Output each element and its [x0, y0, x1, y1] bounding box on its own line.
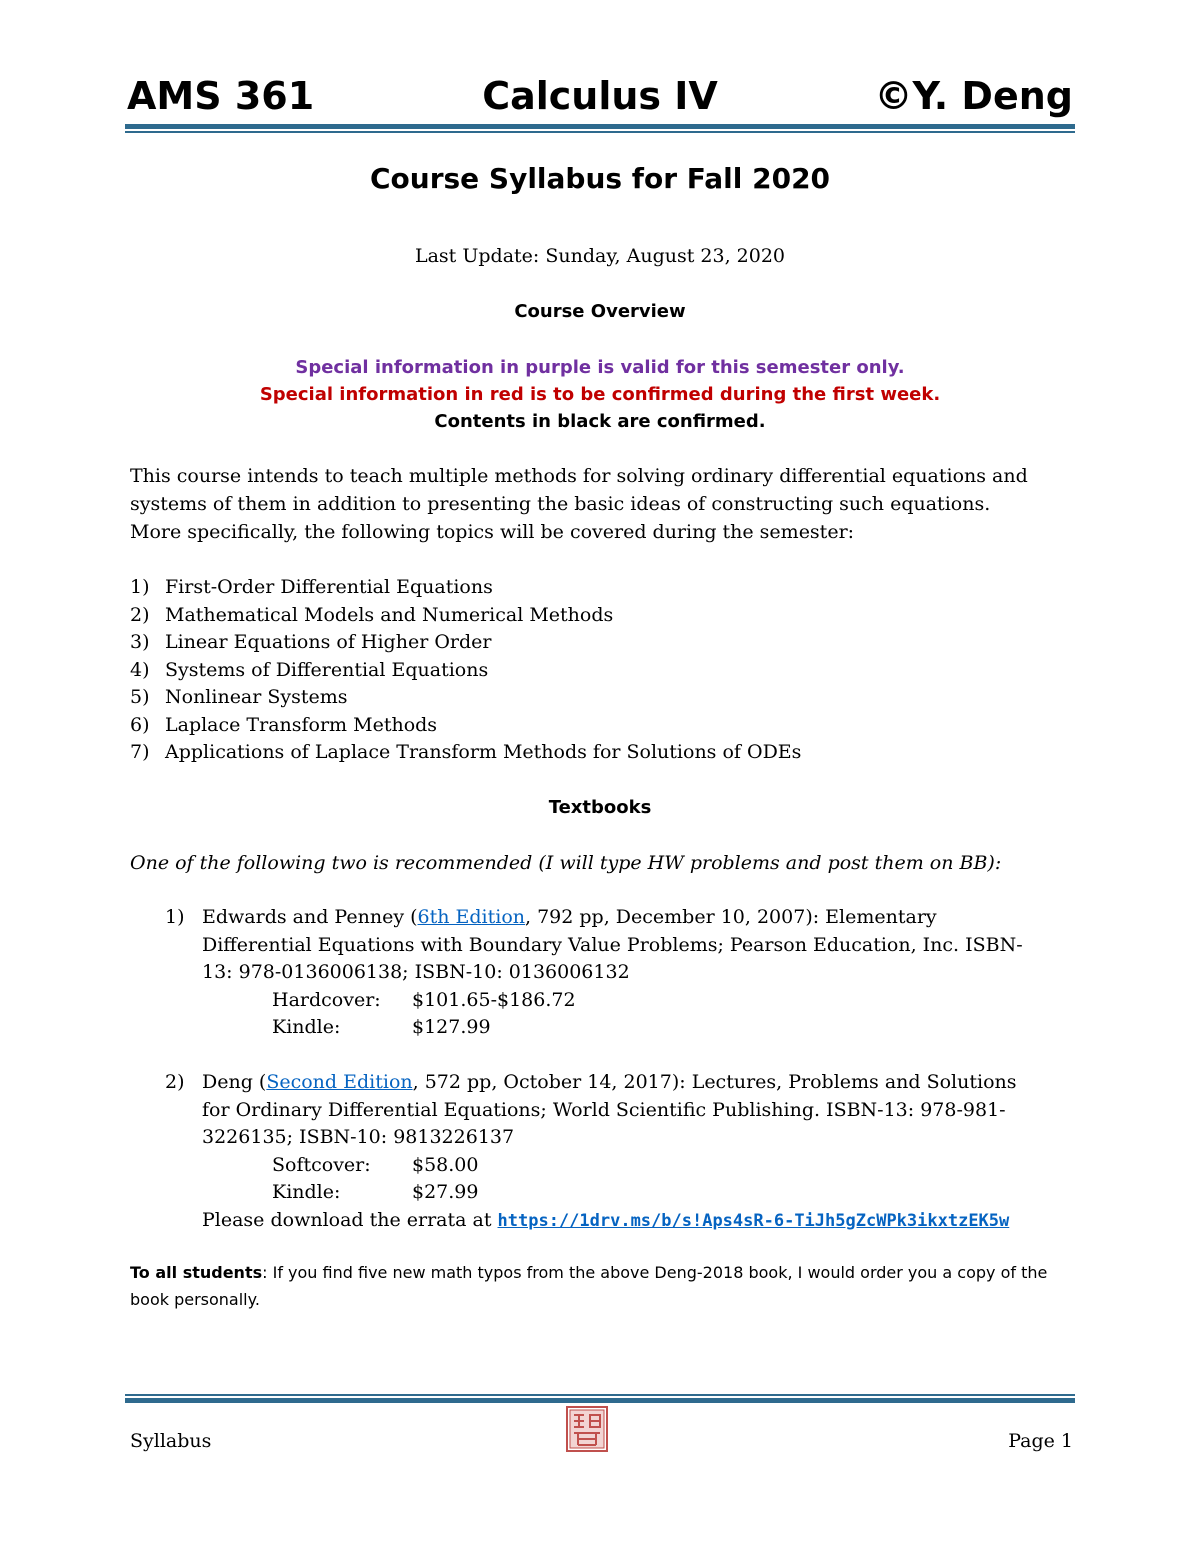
- list-item: 6) Laplace Transform Methods: [130, 713, 438, 736]
- page-number: Page 1: [1008, 1430, 1073, 1452]
- copyright: ©Y. Deng: [874, 74, 1073, 118]
- overview-heading: Course Overview: [514, 301, 686, 322]
- list-item: 3) Linear Equations of Higher Order: [130, 631, 492, 653]
- list-item: 2) Mathematical Models and Numerical Methods: [130, 603, 614, 626]
- intro-line: More specifically, the following topics will be covered during the semester:: [130, 521, 855, 543]
- page-title: Course Syllabus for Fall 2020: [369, 162, 831, 195]
- course-name: Calculus IV: [482, 74, 718, 118]
- purple-note: Special information in purple is valid for this semester only.: [295, 357, 905, 378]
- black-note: Contents in black are confirmed.: [434, 411, 766, 432]
- textbook-1: 1) Edwards and Penney (6th Edition, 792 pp, December 10, 2007): Elementary Differential Equations with Boundary Value Problems; Pearson Education, Inc. ISBN- 13: 978-0136006138; ISBN-10: 0136006132 Hardcover: $101.65-$186.72 Kindle: $127.99: [165, 904, 1075, 1042]
- book-number: 1): [165, 906, 185, 928]
- header-rule: [125, 124, 1075, 133]
- recommendation-line: One of the following two is recommended (I will type HW problems and post them on BB):: [130, 852, 1002, 874]
- textbooks-heading: Textbooks: [548, 797, 652, 818]
- seal-icon: [566, 1406, 608, 1452]
- price-row: Kindle: $127.99: [272, 1016, 491, 1038]
- textbook-2: 2) Deng (Second Edition, 572 pp, October 14, 2017): Lectures, Problems and Solutions for Ordinary Differential Equations; World Scientific Publishing. ISBN-13: 978-981- 3226135; ISBN-10: 9813226137 Softcover: $58.00 Kindle: $27.99 Please download the errata at https://1drv.ms/b/s!Aps4sR-6-TiJh5gZcWPk3ikxtzEK5w: [165, 1069, 1075, 1235]
- price-row: Kindle: $27.99: [272, 1181, 479, 1203]
- list-item: 1) First-Order Differential Equations: [130, 576, 493, 598]
- intro-line: This course intends to teach multiple methods for solving ordinary differential equations and: [130, 465, 1028, 487]
- last-update: Last Update: Sunday, August 23, 2020: [414, 245, 786, 267]
- footer-rule: [125, 1394, 1075, 1403]
- red-note: Special information in red is to be confirmed during the first week.: [259, 384, 941, 405]
- overview-paragraph: [130, 462, 1075, 546]
- edition-link[interactable]: Second Edition: [266, 1071, 413, 1093]
- note-text: : If you find five new math typos from the above Deng-2018 book, I would order you a copy of the book personally.: [130, 1263, 1048, 1309]
- price-row: Hardcover: $101.65-$186.72: [272, 988, 576, 1011]
- errata-link[interactable]: https://1drv.ms/b/s!Aps4sR-6-TiJh5gZcWPk3ikxtzEK5w: [497, 1210, 1010, 1231]
- book-number: 2): [165, 1071, 185, 1093]
- course-code: AMS 361: [127, 74, 315, 118]
- list-item: 7) Applications of Laplace Transform Methods for Solutions of ODEs: [130, 741, 802, 763]
- student-note: [130, 1259, 1075, 1313]
- footer-left: Syllabus: [130, 1430, 212, 1452]
- note-label: To all students: [130, 1263, 263, 1282]
- page-header: [127, 70, 1073, 122]
- list-item: 4) Systems of Differential Equations: [130, 658, 489, 681]
- intro-line: systems of them in addition to presenting the basic ideas of constructing such equations.: [130, 493, 991, 515]
- list-item: 5) Nonlinear Systems: [130, 686, 348, 708]
- price-row: Softcover: $58.00: [272, 1153, 479, 1176]
- edition-link[interactable]: 6th Edition: [417, 906, 526, 928]
- topics-list: [130, 574, 1075, 767]
